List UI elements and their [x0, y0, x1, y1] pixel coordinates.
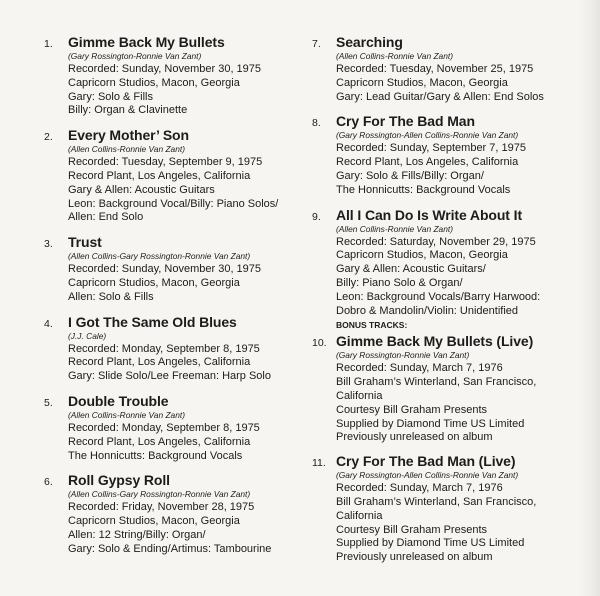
- track-title: I Got The Same Old Blues: [68, 313, 237, 330]
- track-credit: (Allen Collins-Ronnie Van Zant): [336, 51, 453, 61]
- track-credit: (J.J. Cale): [68, 330, 107, 341]
- track-detail: Capricorn Studios, Macon, Georgia: [68, 276, 240, 289]
- track-8: [312, 113, 596, 197]
- track-detail: Capricorn Studios, Macon, Georgia: [336, 249, 508, 262]
- track-detail: Recorded: Sunday, November 30, 1975: [68, 263, 262, 276]
- track-detail: Gary: Solo & Fills/Billy: Organ/: [336, 169, 484, 182]
- track-detail: Courtesy Bill Graham Presents: [336, 403, 487, 416]
- track-title: Every Mother’ Son: [68, 127, 189, 144]
- track-credit: (Gary Rossington-Ronnie Van Zant): [336, 350, 470, 361]
- track-4: [44, 314, 302, 384]
- track-detail: Billy: Piano Solo & Organ/: [336, 276, 463, 289]
- track-detail: Recorded: Sunday, March 7, 1976: [336, 482, 503, 495]
- track-detail: Recorded: Sunday, September 7, 1975: [336, 142, 526, 155]
- track-title: Gimme Back My Bullets (Live): [336, 333, 534, 350]
- track-9: [312, 207, 596, 319]
- track-credit: (Allen Collins-Gary Rossington-Ronnie Van Zant): [68, 251, 251, 262]
- track-number: 7.: [312, 38, 321, 50]
- track-detail: Previously unreleased on album: [336, 431, 493, 444]
- track-detail: Recorded: Sunday, November 30, 1975: [68, 63, 262, 75]
- track-detail: Allen: 12 String/Billy: Organ/: [68, 528, 206, 541]
- track-detail: Recorded: Saturday, November 29, 1975: [336, 235, 536, 248]
- track-detail: Allen: Solo & Fills: [68, 290, 154, 303]
- track-credit: (Allen Collins-Ronnie Van Zant): [336, 223, 453, 234]
- track-title: Searching: [336, 34, 403, 50]
- bonus-tracks-label: BONUS TRACKS:: [336, 320, 408, 331]
- track-detail: Leon: Background Vocals/Barry Harwood:: [336, 290, 541, 303]
- track-detail: Billy: Organ & Clavinette: [68, 104, 188, 117]
- track-detail: Record Plant, Los Angeles, California: [68, 169, 251, 182]
- track-title: Cry For The Bad Man (Live): [336, 453, 516, 470]
- track-detail: Previously unreleased on album: [336, 551, 493, 564]
- track-detail: Recorded: Monday, September 8, 1975: [68, 342, 260, 355]
- track-7: [312, 34, 596, 104]
- track-credit: (Gary Rossington-Allen Collins-Ronnie Van Zant): [336, 130, 519, 141]
- track-11: [312, 453, 596, 565]
- track-number: 1.: [44, 38, 53, 50]
- track-detail: Record Plant, Los Angeles, California: [68, 356, 251, 369]
- track-number: 5.: [44, 396, 53, 409]
- track-number: 9.: [312, 210, 321, 223]
- track-detail: Gary & Allen: Acoustic Guitars/: [336, 263, 486, 276]
- track-detail: Recorded: Tuesday, November 25, 1975: [336, 63, 534, 75]
- track-detail: The Honnicutts: Background Vocals: [336, 183, 511, 196]
- track-6: [44, 472, 302, 556]
- track-credit: (Gary Rossington-Allen Collins-Ronnie Van Zant): [336, 470, 519, 481]
- track-detail: Dobro & Mandolin/Violin: Unidentified: [336, 304, 519, 317]
- track-detail: Record Plant, Los Angeles, California: [68, 435, 251, 448]
- track-number: 6.: [44, 476, 53, 489]
- track-detail: Record Plant, Los Angeles, California: [336, 156, 519, 169]
- track-detail: California: [336, 509, 383, 522]
- track-detail: Gary: Solo & Fills: [68, 90, 153, 103]
- track-title: Trust: [68, 234, 102, 251]
- track-detail: Recorded: Tuesday, September 9, 1975: [68, 156, 263, 169]
- track-number: 8.: [312, 117, 321, 130]
- track-detail: Courtesy Bill Graham Presents: [336, 523, 487, 536]
- track-5: [44, 393, 302, 463]
- track-detail: Bill Graham’s Winterland, San Francisco,: [336, 495, 537, 508]
- track-title: Cry For The Bad Man: [336, 113, 475, 130]
- track-title: All I Can Do Is Write About It: [336, 206, 523, 223]
- track-number: 10.: [312, 337, 327, 350]
- track-number: 4.: [44, 317, 53, 330]
- page-fold-shadow: [578, 0, 600, 596]
- track-detail: Gary: Lead Guitar/Gary & Allen: End Solos: [336, 90, 544, 103]
- track-detail: Gary: Slide Solo/Lee Freeman: Harp Solo: [68, 370, 271, 383]
- track-detail: Capricorn Studios, Macon, Georgia: [68, 76, 240, 89]
- track-detail: Supplied by Diamond Time US Limited: [336, 417, 525, 430]
- track-10: [312, 333, 596, 445]
- track-number: 2.: [44, 131, 53, 144]
- track-detail: Gary & Allen: Acoustic Guitars: [68, 183, 215, 196]
- track-detail: Allen: End Solo: [68, 211, 144, 224]
- track-detail: Recorded: Sunday, March 7, 1976: [336, 362, 503, 375]
- track-credit: (Allen Collins-Ronnie Van Zant): [68, 409, 185, 420]
- track-credit: (Allen Collins-Ronnie Van Zant): [68, 144, 185, 155]
- track-3: [44, 234, 302, 304]
- track-number: 11.: [312, 457, 326, 470]
- track-title: Double Trouble: [68, 392, 169, 409]
- track-detail: Gary: Solo & Ending/Artimus: Tambourine: [68, 542, 272, 555]
- track-number: 3.: [44, 238, 53, 251]
- track-detail: Supplied by Diamond Time US Limited: [336, 537, 525, 550]
- track-detail: Leon: Background Vocal/Billy: Piano Solos/: [68, 197, 279, 210]
- track-detail: Recorded: Friday, November 28, 1975: [68, 501, 255, 514]
- track-detail: Capricorn Studios, Macon, Georgia: [68, 515, 240, 528]
- track-credit: (Gary Rossington-Ronnie Van Zant): [68, 51, 202, 61]
- track-detail: Recorded: Monday, September 8, 1975: [68, 421, 260, 434]
- track-detail: Bill Graham’s Winterland, San Francisco,: [336, 376, 537, 389]
- left-column: [44, 34, 302, 557]
- track-detail: Capricorn Studios, Macon, Georgia: [336, 76, 508, 89]
- track-credit: (Allen Collins-Gary Rossington-Ronnie Van Zant): [68, 489, 251, 500]
- right-column: [312, 34, 596, 565]
- track-2: [44, 127, 302, 225]
- track-detail: The Honnicutts: Background Vocals: [68, 449, 243, 462]
- track-title: Roll Gypsy Roll: [68, 472, 170, 489]
- track-title: Gimme Back My Bullets: [68, 34, 225, 50]
- track-1: [44, 34, 302, 118]
- track-detail: California: [336, 389, 383, 402]
